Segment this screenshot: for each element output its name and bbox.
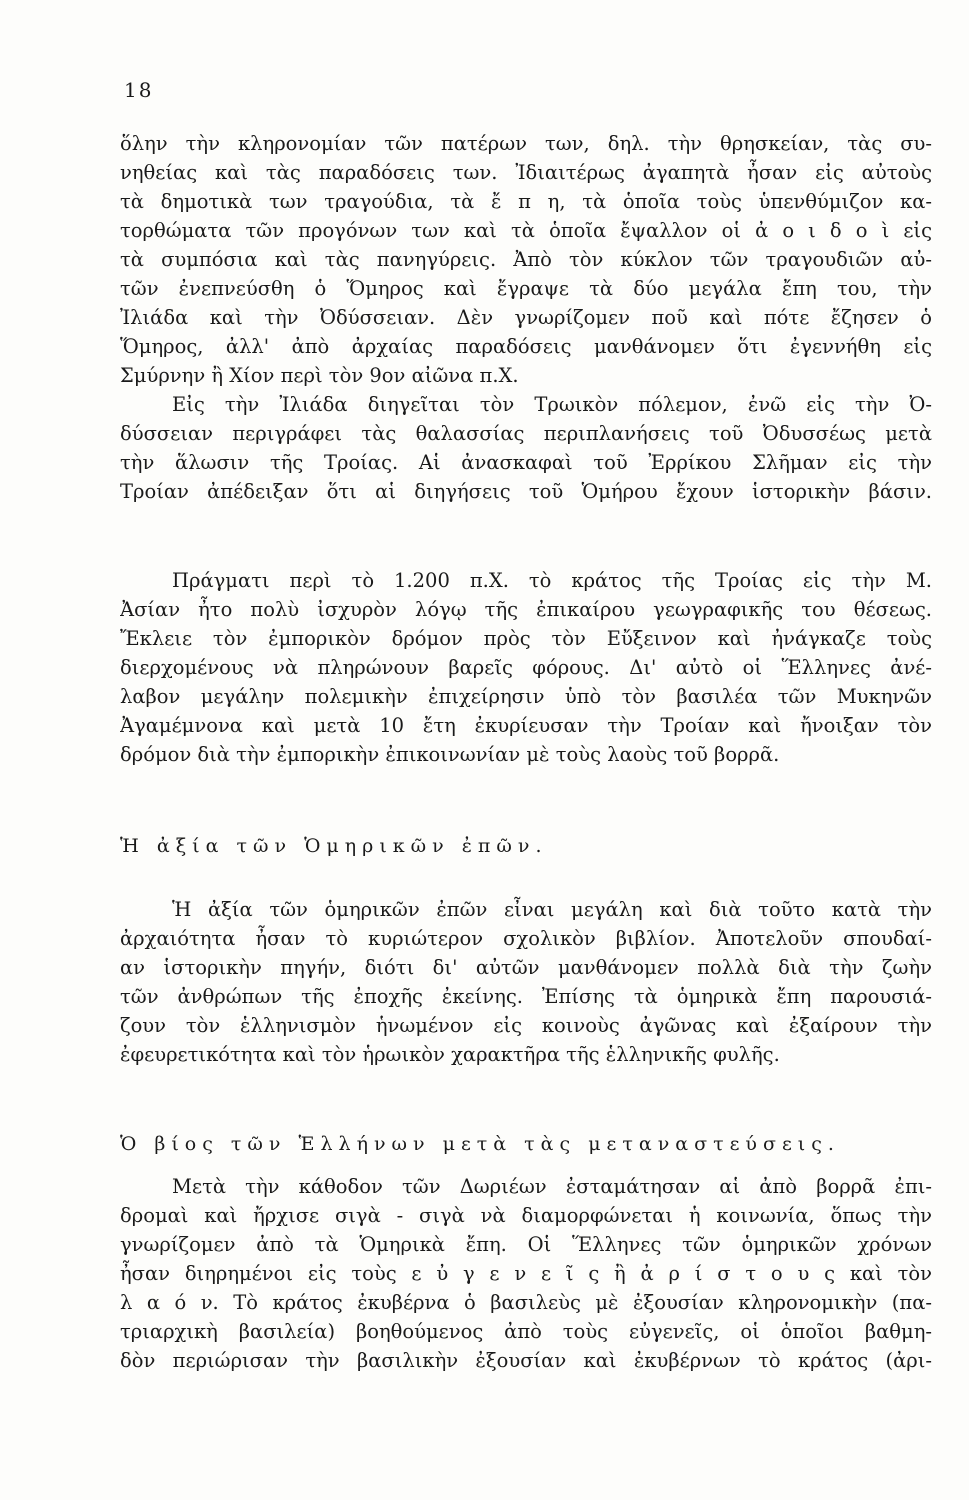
section-heading-value-of-epics (120, 832, 932, 861)
paragraph-2 (120, 390, 932, 506)
text-line: Ἰλιάδα καὶ τὴν Ὀδύσσειαν. Δὲν γνωρίζομεν ποῦ καὶ πότε ἔζησεν ὁ (120, 306, 932, 329)
text-line: λαβον μεγάλην πολεμικὴν ἐπιχείρησιν ὑπὸ τὸν βασιλέα τῶν Μυκηνῶν (120, 685, 932, 708)
text-line: τῶν ἐνεπνεύσθη ὁ Ὅμηρος καὶ ἔγραψε τὰ δύο μεγάλα ἔπη του, τὴν (120, 277, 932, 300)
text-line: δρόμον διὰ τὴν ἐμπορικὴν ἐπικοινωνίαν μὲ τοὺς λαοὺς τοῦ βορρᾶ. (120, 743, 780, 766)
text-line: δύσσειαν περιγράφει τὰς θαλασσίας περιπλανήσεις τοῦ Ὀδυσσέως μετὰ (120, 422, 932, 445)
text-line: τορθώματα τῶν προγόνων των καὶ τὰ ὁποῖα ἔψαλλον οἱ ἀ ο ι δ ο ὶ εἰς (120, 219, 932, 242)
text-line: ζουν τὸν ἑλληνισμὸν ἡνωμένον εἰς κοινοὺς ἀγῶνας καὶ ἐξαίρουν τὴν (120, 1014, 932, 1037)
text-line: Ὅμηρος, ἀλλ' ἀπὸ ἀρχαίας παραδόσεις μανθάνομεν ὅτι ἐγεννήθη εἰς (120, 335, 932, 358)
text-line: Πράγματι περὶ τὸ 1.200 π.Χ. τὸ κράτος τῆς Τροίας εἰς τὴν Μ. (172, 569, 932, 592)
text-line: τριαρχικὴ βασιλεία) βοηθούμενος ἀπὸ τοὺς εὐγενεῖς, οἱ ὁποῖοι βαθμη- (120, 1320, 932, 1343)
text-line: δρομαὶ καὶ ἤρχισε σιγὰ - σιγὰ νὰ διαμορφώνεται ἡ κοινωνία, ὅπως τὴν (120, 1204, 932, 1227)
text-line: Ἔκλειε τὸν ἐμπορικὸν δρόμον πρὸς τὸν Εὔξεινον καὶ ἠνάγκαζε τοὺς (120, 627, 932, 650)
paragraph-5 (120, 1172, 932, 1375)
text-line: Εἰς τὴν Ἰλιάδα διηγεῖται τὸν Τρωικὸν πόλεμον, ἐνῶ εἰς τὴν Ὀ- (172, 393, 932, 416)
text-line: Σμύρνην ἢ Χίον περὶ τὸν 9ον αἰῶνα π.Χ. (120, 364, 519, 387)
section-heading: Ὁ βίος τῶν Ἑλλήνων μετὰ τὰς μεταναστεύσεις. (120, 1133, 840, 1155)
text-line: δὸν περιώρισαν τὴν βασιλικὴν ἐξουσίαν καὶ ἐκυβέρνων τὸ κράτος (ἀρι- (120, 1349, 932, 1372)
paragraph-3 (120, 566, 932, 769)
text-line: γνωρίζομεν ἀπὸ τὰ Ὁμηρικὰ ἔπη. Οἱ Ἕλληνες τῶν ὁμηρικῶν χρόνων (120, 1233, 932, 1256)
text-line: τῶν ἀνθρώπων τῆς ἐποχῆς ἐκείνης. Ἐπίσης τὰ ὁμηρικὰ ἔπη παρουσιά- (120, 985, 932, 1008)
text-line: ἀρχαιότητα ἦσαν τὸ κυριώτερον σχολικὸν βιβλίον. Ἀποτελοῦν σπουδαί- (120, 927, 932, 950)
text-line: τὰ συμπόσια καὶ τὰς πανηγύρεις. Ἀπὸ τὸν κύκλον τῶν τραγουδιῶν αὐ- (120, 248, 932, 271)
page-number: 18 (124, 78, 154, 102)
text-line: ἦσαν διηρημένοι εἰς τοὺς ε ὐ γ ε ν ε ῖ ς ἢ ἀ ρ ί σ τ ο υ ς καὶ τὸν (120, 1262, 932, 1285)
text-line: Ἡ ἀξία τῶν ὁμηρικῶν ἐπῶν εἶναι μεγάλη καὶ διὰ τοῦτο κατὰ τὴν (172, 898, 932, 921)
section-heading-life-after-migrations (120, 1130, 932, 1159)
text-line: Ἀσίαν ἦτο πολὺ ἰσχυρὸν λόγῳ τῆς ἐπικαίρου γεωγραφικῆς του θέσεως. (120, 598, 932, 621)
text-line: Μετὰ τὴν κάθοδον τῶν Δωριέων ἐσταμάτησαν αἱ ἀπὸ βορρᾶ ἐπι- (172, 1175, 932, 1198)
text-line: διερχομένους νὰ πληρώνουν βαρεῖς φόρους. Δι' αὐτὸ οἱ Ἕλληνες ἀνέ- (120, 656, 932, 679)
text-line: ἐφευρετικότητα καὶ τὸν ἡρωικὸν χαρακτῆρα τῆς ἑλληνικῆς φυλῆς. (120, 1043, 780, 1066)
text-line: τὰ δημοτικὰ των τραγούδια, τὰ ἔ π η, τὰ ὁποῖα τοὺς ὑπενθύμιζον κα- (120, 190, 932, 213)
text-line: λ α ό ν. Τὸ κράτος ἐκυβέρνα ὁ βασιλεὺς μὲ ἐξουσίαν κληρονομικὴν (πα- (120, 1291, 932, 1314)
text-line: Τροίαν ἀπέδειξαν ὅτι αἱ διηγήσεις τοῦ Ὁμήρου ἔχουν ἱστορικὴν βάσιν. (120, 480, 932, 503)
text-line: ὅλην τὴν κληρονομίαν τῶν πατέρων των, δηλ. τὴν θρησκείαν, τὰς συ- (120, 132, 932, 155)
text-line: τὴν ἅλωσιν τῆς Τροίας. Αἱ ἀνασκαφαὶ τοῦ Ἐρρίκου Σλῆμαν εἰς τὴν (120, 451, 932, 474)
text-line: αν ἱστορικὴν πηγήν, διότι δι' αὐτῶν μανθάνομεν πολλὰ διὰ τὴν ζωὴν (120, 956, 932, 979)
text-line: Ἀγαμέμνονα καὶ μετὰ 10 ἔτη ἐκυρίευσαν τὴν Τροίαν καὶ ἤνοιξαν τὸν (120, 714, 932, 737)
section-heading: Ἡ ἀξία τῶν Ὁμηρικῶν ἐπῶν. (120, 835, 548, 857)
paragraph-4 (120, 895, 932, 1069)
text-line: νηθείας καὶ τὰς παραδόσεις των. Ἰδιαιτέρως ἀγαπητὰ ἦσαν εἰς αὐτοὺς (120, 161, 932, 184)
paragraph-1 (120, 129, 932, 390)
